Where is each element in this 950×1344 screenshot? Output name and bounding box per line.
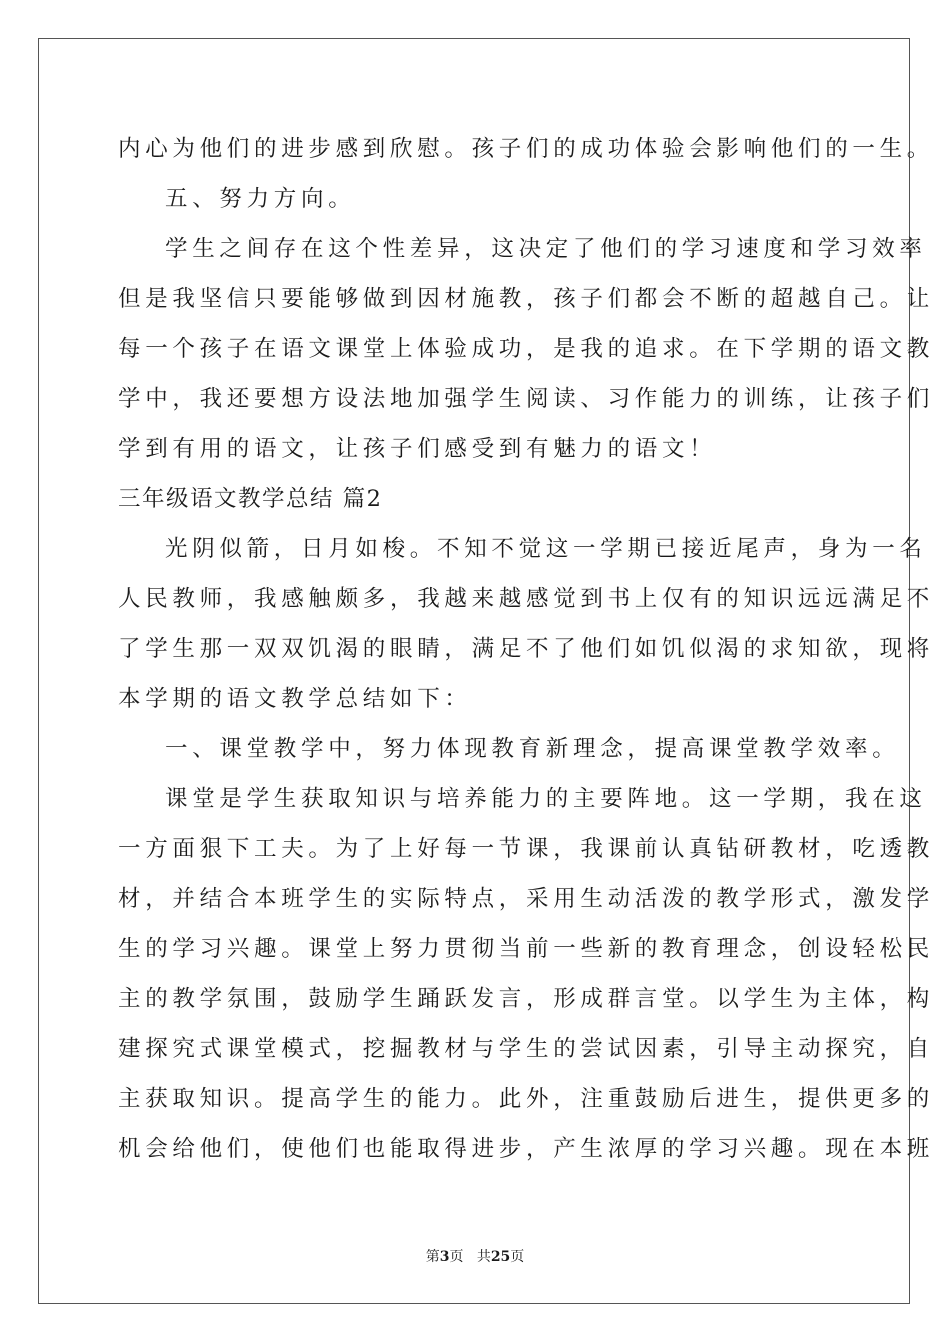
text-line: 光阴似箭，日月如梭。不知不觉这一学期已接近尾声，身为一名 [165, 536, 927, 562]
text-line: 建探究式课堂模式，挖掘教材与学生的尝试因素，引导主动探究，自 [118, 1036, 935, 1062]
text-line: 每一个孩子在语文课堂上体验成功，是我的追求。在下学期的语文教 [118, 336, 935, 362]
text-line: 生的学习兴趣。课堂上努力贯彻当前一些新的教育理念，创设轻松民 [118, 936, 935, 962]
text-line: 学到有用的语文，让孩子们感受到有魅力的语文！ [118, 436, 717, 462]
page-footer [0, 1246, 950, 1266]
total-pages: 25 [490, 1249, 511, 1265]
text-line: 课堂是学生获取知识与培养能力的主要阵地。这一学期，我在这 [165, 786, 927, 812]
text-line: 材，并结合本班学生的实际特点，采用生动活泼的教学形式，激发学 [118, 886, 935, 912]
page-prefix: 第 [425, 1249, 440, 1265]
page-suffix: 页 [449, 1249, 464, 1265]
text-line: 本学期的语文教学总结如下： [118, 686, 472, 712]
text-line: 了学生那一双双饥渴的眼睛，满足不了他们如饥似渴的求知欲，现将 [118, 636, 935, 662]
text-line: 学中，我还要想方设法地加强学生阅读、习作能力的训练，让孩子们 [118, 386, 935, 412]
text-line: 学生之间存在这个性差异，这决定了他们的学习速度和学习效率 [165, 236, 927, 262]
text-line: 但是我坚信只要能够做到因材施教，孩子们都会不断的超越自己。让 [118, 286, 935, 312]
section-heading-line: 一、课堂教学中，努力体现教育新理念，提高课堂教学效率。 [165, 736, 900, 762]
document-body [118, 124, 935, 1174]
total-prefix: 共 [476, 1249, 491, 1265]
page-number: 3 [439, 1249, 450, 1265]
text-line: 一方面狠下工夫。为了上好每一节课，我课前认真钻研教材，吃透教 [118, 836, 935, 862]
text-line: 主获取知识。提高学生的能力。此外，注重鼓励后进生，提供更多的 [118, 1086, 935, 1112]
text-line: 内心为他们的进步感到欣慰。孩子们的成功体验会影响他们的一生。 [118, 136, 935, 162]
text-line: 机会给他们，使他们也能取得进步，产生浓厚的学习兴趣。现在本班 [118, 1136, 935, 1162]
total-suffix: 页 [510, 1249, 525, 1265]
article-title: 三年级语文教学总结 篇2 [118, 486, 383, 512]
section-heading-line: 五、努力方向。 [165, 186, 356, 212]
text-line: 人民教师，我感触颇多，我越来越感觉到书上仅有的知识远远满足不 [118, 586, 935, 612]
text-line: 主的教学氛围，鼓励学生踊跃发言，形成群言堂。以学生为主体，构 [118, 986, 935, 1012]
